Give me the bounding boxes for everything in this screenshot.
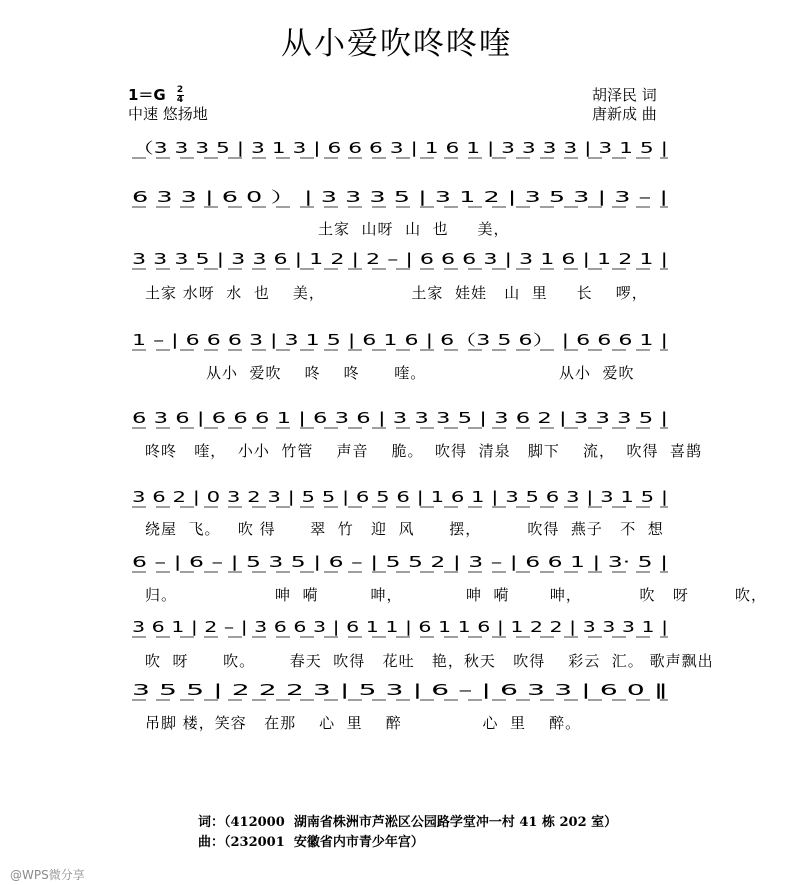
- lyric-line: 吊脚 楼，笑容 在那 心 里 醉 心 里 醉。: [145, 714, 582, 732]
- song-title: 从小爱吹咚咚喹: [281, 26, 512, 62]
- time-signature-bottom: 4: [176, 95, 184, 105]
- lyric-line: 咚咚 喹， 小小 竹管 声音 脆。 吹得 清泉 脚下 流， 吹得 喜鹊: [145, 442, 703, 460]
- tempo-marking: 中速 悠扬地: [128, 105, 208, 123]
- lyric-line: 归。 呻 嗬 呻， 呻 嗬 呻， 吹 呀 吹，: [145, 586, 767, 604]
- composer-address: 曲：（232001 安徽省内市青少年宫）: [198, 835, 424, 850]
- key-signature: 1＝G: [128, 86, 166, 104]
- lyricist-address: 词：（412000 湖南省株洲市芦淞区公园路学堂冲一村 41 栋 202 室）: [198, 815, 618, 830]
- time-signature-top: 2: [176, 85, 184, 95]
- notation-line: 3 3 3 5 | 3 3 6 | 1 2 | 2 – | 6 6 6 3 | 3 1 6 | 1 2 1 |: [132, 250, 668, 268]
- lyric-line: 土家 水呀 水 也 美， 土家 娃娃 山 里 长 啰，: [145, 284, 648, 302]
- notation-line: 6 3 3 | 6 0 ） | 3 3 3 5 | 3 1 2 | 3 5 3 | 3 – |: [132, 188, 668, 206]
- notation-line: 6 – | 6 – | 5 3 5 | 6 – | 5 5 2 | 3 – | 6 6 1 | 3· 5 |: [132, 553, 668, 571]
- lyric-line: 从小 爱吹 咚 咚 喹。 从小 爱吹: [206, 364, 635, 382]
- composer-credit: 唐新成 曲: [592, 105, 657, 123]
- notation-line: 6 3 6 | 6 6 6 1 | 6 3 6 | 3 3 3 5 | 3 6 2 | 3 3 3 5 |: [132, 409, 668, 427]
- lyric-line: 土家 山呀 山 也 美，: [318, 220, 510, 238]
- notation-line: 1 – | 6 6 6 3 | 3 1 5 | 6 1 6 | 6（3 5 6） | 6 6 6 1 |: [132, 331, 668, 349]
- lyricist-credit: 胡泽民 词: [592, 86, 657, 104]
- notation-line: 3 5 5 | 2 2 2 3 | 5 3 | 6 – | 6 3 3 | 6 0 ‖: [132, 681, 668, 699]
- notation-line: （3 3 3 5 | 3 1 3 | 6 6 6 3 | 1 6 1 | 3 3 3 3 | 3 1 5 |: [132, 139, 668, 157]
- lyric-line: 绕屋 飞。 吹 得 翠 竹 迎 风 摆， 吹得 燕子 不 想: [145, 520, 664, 538]
- lyric-line: 吹 呀 吹。 春天 吹得 花吐 艳，秋天 吹得 彩云 汇。 歌声飘出: [145, 652, 714, 670]
- notation-line: 3 6 2 | 0 3 2 3 | 5 5 | 6 5 6 | 1 6 1 | 3 5 6 3 | 3 1 5 |: [132, 488, 668, 506]
- watermark: @WPS微分享: [10, 868, 85, 882]
- notation-line: 3 6 1 | 2 – | 3 6 6 3 | 6 1 1 | 6 1 1 6 | 1 2 2 | 3 3 3 1 |: [132, 618, 668, 636]
